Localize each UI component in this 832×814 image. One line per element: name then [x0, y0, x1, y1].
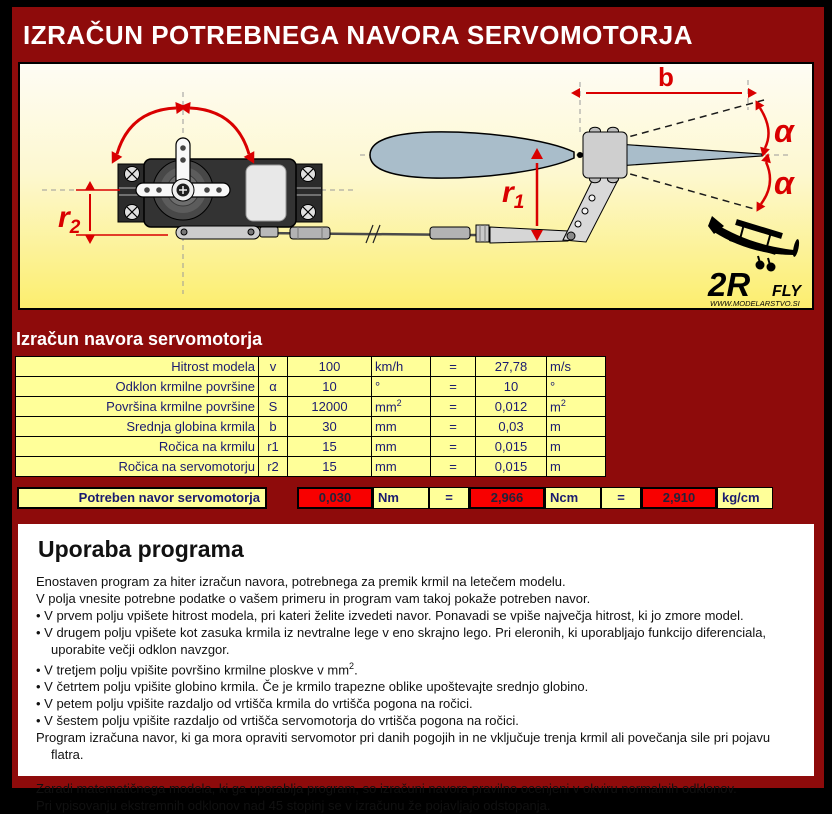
table-row — [16, 397, 606, 417]
torque-value-cell: 2,910 — [641, 487, 717, 509]
unit-cell: mm — [372, 457, 431, 477]
result-unit-cell: m — [547, 437, 606, 457]
row-label: Ročica na krmilu — [16, 437, 259, 457]
equals-sign: = — [431, 437, 476, 457]
section-title: Izračun navora servomotorja — [16, 329, 263, 349]
row-label: Ročica na servomotorju — [16, 457, 259, 477]
result-unit-cell: ° — [547, 377, 606, 397]
page-title: IZRAČUN POTREBNEGA NAVORA SERVOMOTORJA — [23, 20, 694, 50]
usage-heading: Uporaba programa — [38, 536, 244, 562]
torque-unit-cell: Nm — [373, 487, 429, 509]
result-label: Potreben navor servomotorja — [17, 487, 267, 509]
equals-sign: = — [601, 487, 641, 509]
result-cell: 0,015 — [476, 437, 547, 457]
input-cell[interactable]: 30 — [288, 417, 372, 437]
usage-line — [36, 763, 800, 780]
row-label: Površina krmilne površine — [16, 397, 259, 417]
equals-sign: = — [431, 417, 476, 437]
torque-value-cell: 2,966 — [469, 487, 545, 509]
symbol-cell: r1 — [259, 437, 288, 457]
unit-cell: $mm^2$ — [372, 397, 431, 417]
symbol-cell: b — [259, 417, 288, 437]
logo-url: WWW.MODELARSTVO.SI — [710, 299, 800, 308]
usage-line: V polja vnesite potrebne podatke o vašem primeru in program vam takoj pokaže potreben navor. — [36, 591, 591, 606]
r2-label: $r_2$ — [58, 201, 81, 238]
usage-line: Zaradi matematičnega modela, ki ga uporablja program, so izračuni navora pravilno ocenjeni v okviru normalnih odklonov. — [36, 781, 737, 797]
table-row — [16, 377, 606, 397]
symbol-cell: α — [259, 377, 288, 397]
input-cell[interactable]: 15 — [288, 437, 372, 457]
usage-line: • V šestem polju vpišite razdaljo od vrtišča servomotorja do vrtišča pogona na ročici. — [36, 713, 519, 729]
unit-cell: km/h — [372, 357, 431, 377]
torque-unit-cell: kg/cm — [717, 487, 773, 509]
usage-line: • V drugem polju vpišete kot zasuka krmila iz nevtralne lege v eno skrajno lego. Pri eleronih, ki uporabljajo funkcijo diferenciala, uporabite večji odklon navzgor. — [36, 625, 767, 657]
unit-cell: mm — [372, 437, 431, 457]
usage-line: • V četrtem polju vpišite globino krmila. Če je krmilo trapezne oblike upoštevajte srednjo globino. — [36, 679, 589, 695]
table-row — [16, 417, 606, 437]
result-unit-cell: m — [547, 457, 606, 477]
equals-sign: = — [431, 397, 476, 417]
torque-value-cell: 0,030 — [297, 487, 373, 509]
b-label: b — [658, 64, 674, 92]
equals-sign: = — [431, 377, 476, 397]
result-cell: 10 — [476, 377, 547, 397]
unit-cell: mm — [372, 417, 431, 437]
table-row — [16, 437, 606, 457]
usage-line: • V prvem polju vpišete hitrost modela, pri kateri želite izvedeti navor. Ponavadi se vpiše največja hitrost, ki jo zmore model. — [36, 608, 744, 623]
equals-sign: = — [431, 457, 476, 477]
servo-diagram — [20, 64, 812, 308]
result-unit-cell: m/s — [547, 357, 606, 377]
result-gap — [267, 487, 297, 509]
usage-box — [18, 524, 814, 814]
result-unit-cell: $m^2$ — [547, 397, 606, 417]
equals-sign: = — [431, 357, 476, 377]
unit-cell: ° — [372, 377, 431, 397]
logo-brand: 2R — [708, 266, 751, 303]
input-cell[interactable]: 15 — [288, 457, 372, 477]
result-cell: 0,015 — [476, 457, 547, 477]
table-row — [16, 457, 606, 477]
input-cell[interactable]: 10 — [288, 377, 372, 397]
alpha-bottom-label: α — [774, 165, 794, 201]
usage-line: Pri vpisovanju ekstremnih odklonov nad 45 stopinj se v izračunu že pojavljajo odstopanja. — [36, 798, 551, 814]
symbol-cell: S — [259, 397, 288, 417]
symbol-cell: v — [259, 357, 288, 377]
row-label: Srednja globina krmila — [16, 417, 259, 437]
hinge-plate-drawing — [583, 127, 627, 183]
logo-fly: FLY — [772, 283, 802, 300]
equals-sign: = — [429, 487, 469, 509]
usage-line: Enostaven program za hiter izračun navora, potrebnega za premik krmil na letečem modelu. — [36, 574, 566, 589]
row-label: Hitrost modela — [16, 357, 259, 377]
result-cell: 0,03 — [476, 417, 547, 437]
table-row — [16, 357, 606, 377]
usage-line: • V petem polju vpišite razdaljo od vrtišča krmila do vrtišča pogona na ročici. — [36, 696, 473, 712]
result-cell: 27,78 — [476, 357, 547, 377]
torque-unit-cell: Ncm — [545, 487, 601, 509]
r1-label: $r_1$ — [502, 176, 525, 213]
input-cell[interactable]: 12000 — [288, 397, 372, 417]
servo-diagram-frame — [18, 62, 814, 310]
servo-arm-drawing — [176, 226, 260, 239]
result-unit-cell: m — [547, 417, 606, 437]
calc-table — [15, 356, 606, 477]
usage-line: • V tretjem polju vpišite površino krmilne ploskve v $mm^2$. — [36, 661, 358, 678]
page — [12, 7, 824, 814]
row-label: Odklon krmilne površine — [16, 377, 259, 397]
input-cell[interactable]: 100 — [288, 357, 372, 377]
symbol-cell: r2 — [259, 457, 288, 477]
result-row — [17, 487, 773, 509]
usage-line: Program izračuna navor, ki ga mora opraviti servomotor pri danih pogojih in ne vključuje trenja krmil ali povečanja sile pri pojavu flatra. — [36, 730, 771, 763]
alpha-top-label: α — [774, 113, 794, 149]
result-cell: 0,012 — [476, 397, 547, 417]
